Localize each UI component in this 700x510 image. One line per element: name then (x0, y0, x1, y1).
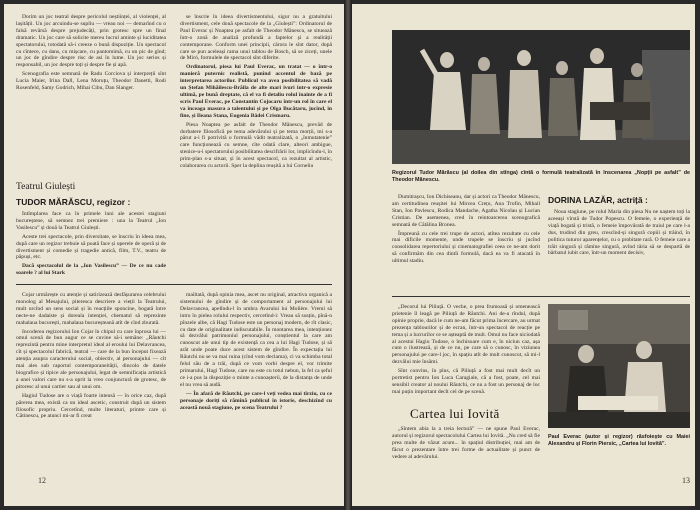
stage-photo-figures (392, 30, 690, 164)
rehearsal-photo-figures (548, 304, 690, 428)
book-spine (344, 0, 352, 510)
top-photo-caption: Regizorul Tudor Mărăscu (al doilea din stînga) cîntă o formulă teatralizată în înscenarea „Nopții pe asfalt” de Theodor Mănescu. (392, 170, 690, 183)
right-col-left-bottom: „Decorul lui Piliuță. O veche, o prea frumoasă și omenească prietenie îl leagă pe Piliuță de Răutchi. Ani de-a rîndul, după opinie proprie, dacă le cum ne-am făcut prima încercare, au urmat prezența tablourilor și de ecran, într-un spectacol de reacție pe tema și a lucrurilor ce se așteaptă de mult. Omul nu face niciodată al acestui Hagiu Tudose, o închisoare cum e, în niciun caz, așa cum o ilustrează, și de ce nu, pe care să o cunosc, în viziunea personajului pe care-l joc, în spațiu atît de mult cunoscut, să mi-l dezvălui mie însămi. Sînt convins, în plus, că Piliuță a fost mai mult decît un portretist pentru Ion Luca Caragiale, că a fost, poate, cel mai sensibil creator al noului Răutchi, ce nu a fost un personaj de loc mai puțin important decît cel de pe scenă. (392, 304, 540, 395)
divider-rule (16, 284, 332, 285)
page-number-right: 13 (682, 476, 690, 485)
book-title: Cartea lui Iovită (410, 406, 500, 421)
left-page (4, 4, 344, 506)
page-number-left: 12 (38, 476, 46, 485)
divider-rule-right (392, 296, 690, 297)
section-title: Teatrul Giulești (16, 182, 76, 192)
left-col1-top: Dorim un joc teatral despre pericolul neștiinței, al violenței, al lașității. Un joc arcuindu-se supliu — vreau noi — demarînd cu o falsă revărsă despre prejudecăți, prin grotesc spre un final dramatic. Un joc care să solicite mereu lucrul aminte și luciditatea spectatorului, totodată să-i creeze o bună dispoziție. Un spectacol cu cîntece, cu dans, cu mișcare, cu pantomimă, cu un pic de gînd; un joc de gîndire despre risc de asi în lume. Un joc serios și responsabil, un joc despre toți și despre fie și apă. Scenografia este semnată de Radu Corciova și interpreții sînt Lucia Maier, Irina Dall, Lena Moruțu, Theodor Danetti, Rodi Rosenfeld, Samy Godrich, Mihai Cibu, Dan Slanger. (16, 14, 166, 92)
left-col1-mid: Întîmplarea face ca în primele luni ale acestei stagiuni bucureștene, să semnez trei premiere : una la Teatrul „Ion Vasilescu” și două la Teatrul Giulești. Aceste trei spectacole, prin diversitate, se înscriu în ideea mea, după care un regizor trebuie să poată face și operele de operă și de divertisment și comedie și tragedie antică, film, T.V., teatru de păpuși, etc. Dacă spectacolul de la „Ion Vasilescu” — De ce nu cade soarele ? al lui Stark (16, 211, 166, 277)
right-col-right-mid: Noua stagiune, pe rolul Maria din piesa Nu ne naștem toți la aceeași vîrstă de Tudor Popescu. O femeie, o experiență de viață bogată și tristă, o femeie împovărată de traiul pe care l-a dus, trudind din greu, crescînd-și singură copiii și trăind, în politica tuturor aparențelor, cu o probitate rară. O femeie care a trăit singură și rămîne singură, avînd tăria să se despartă de bărbatul iubit care, într-un moment decisiv, (548, 209, 690, 257)
left-col2-bottom: mailtată, după opinia mea, ascet nu original, atractiva organică a sistemului de gîndire și de comportament al personajului lui Delavrancea, apelîndu-l în umbra Avarului lui Molière. Vremi să intru în pielea rolului respectiv, cercetînd-i: Vreau să susțin, pînă-n pînzele albe, că Hagi Tudose este un personaj modern, de rît clasic, cu date de originalitate indiscutabile. În montarea mea, intenționez să dezvălui patrimoniul personajului, conștientul la care am cunoscut ale unui tip de existență ca cea a lui Hagi Tudose, și să arăt unde poate duce acest sistem de gîndire. În expectația lui Răutchi nu se va mai ruina (cînd vom declama), ci va schimba total felul său de a trăi, după ce vom vorbi despre el, vor trimite primarului, Hagi Tudose, care nu este cu totul nebun, la fel ca șeful ce i-a pus la dispoziție o minte a cunoașterii, de la distanța de unde el nu vrea să audă. — În afară de Răutchi, pe care-l veți vedea mai tîrziu, cu ce personaje doriți să rămînă publicul în istorie, deschizînd cu această nouă stagiune, pe scena Teatrului ? (180, 292, 332, 411)
stage-photo (392, 30, 690, 164)
rehearsal-photo (548, 304, 690, 428)
bottom-photo-caption: Paul Everac (autor și regizor) răsfoiește cu Maiei Alexandru și Florin Piersic, „Cartea lui Iovită”. (548, 434, 690, 447)
right-page (352, 4, 695, 506)
left-col1-bottom: Cojar urmărește cu atenție și satirizează desfășurarea celebrului monolog al Mesajului, piteresca descriere a vieții la Teatrului, mult urcînd un sens social și în reacțiile sponcine, bogată între necte-ne dadaiste și doreala intenției, chematul să reprezinte mahalaua bucurești, mahalaua bucureșteană atît de cînd zburată. Incoderea regizorului Ion Cojar în chipul cu care înprosa lui — omul scenă de bun augur ce se cuvine să-i semăne: „Răutchi reprezintă pentru mine interpretul ideal al eroului lui Delavrancea, cît și spectacolul fabrică, teatral — care de la bun început fixează atenția asupra caracterului social, obiectiv, al personajului — cît mai ales sub raportul contemporaneității, dincolo de datele biografice și tipice ale personajului, legat de semnificația artistică a unei valori care nu s-a oprit la vreo conjunctură de grotesc, de pitoresc al unui cartier sau al unui om. Hagiul Tudose are o viață foarte intensă — în orice caz, după părerea mea, există ca un ideal ascetic, construit după un sistem filosofic propriu. Cercetînd, multe literaturi, printre care și Cătinescu, pe atunci mi-ar fi creat (16, 292, 166, 420)
right-col-left-mid: Dumitrașcu, Ion Dichiseanu, dar și actori ca Theodor Mănescu, am certitudinea reușitei lui Mircea Crețu, Ana Trofin, Mihail Stan, Ion Pavlescu, Rodica Mandache, Agatha Nicolau și Lucian Cristian. De asemenea, cred în reintoarcerea scenografică semnată de Cătălina Bronea. Împreună cu cele trei trupe de actori, atîtea rezultate cu cele mai dificile momente, unde trupele se înscriu și jucînd consolidarea repertoriului și cinematografiei ceea ce ne-am dorit să confirmăm din cea dintîi formulă, dacă ea va fi atacată în ultimul stadiu. (392, 194, 540, 265)
author-heading: TUDOR MĂRĂSCU, regizor : (16, 197, 131, 207)
author2-heading: DORINA LAZĂR, actriță : (548, 195, 648, 205)
right-col-book: „Sîntem abia la a treia lectură” — ne spune Paul Everac, autorul și regizorul spectacolului Cartea lui Iovită. „Nu cred să fie prea multe de văzut acum... în spațiul distribuției, mai am de făcut o prezentare între trei forme de actualitate și punct de vedere al adevărului. (392, 426, 540, 460)
left-col2-top: se înscrie în ideea divertismentului, sigur nu a gratuitului divertisment, cele două spectacole de la „Giulești”: Ordinatorul de Paul Everac și Noaptea pe asfalt de Theodor Mănescu, se situează într-o zonă de analiză profundă a faptelor și a realității contemporane. Conform unei principii, cărora le sînt dator, după care se pun aceleași rama unui tablou de Bosch, să se ziceți, unele de Miró, formulele de spectacol sînt diferite. Ordinatorul, piesa lui Paul Everac, un tratat — o într-o manieră puternic realistă, punînd accentul de bază pe interpretarea actorilor. Publicul va avea posibilitatea să vadă un Ștefan Mihăilescu-Brăila de alte mari ivuri intr-o expresie ultimă, pe bună dreptate, că el va fi detaliu rolul înainte de a fi scris Paul Everac, pe Constantin Cojocaru într-un rol în care el va înceaga masura a talentului și pe Olga Bucătaru, jucînd, în fine, și Ileana Stana, Eugenia Bâdei Crismaru. Piesa Noaptea pe asfalt de Theodor Mănescu, prevăd de dorbatere filosofică pe tema adevărului și pe tema morții, mi s-a părut a-i fi potrivită o formulă vădit teatralizată, o „înmutatenie” care funcționează cu semne, cîte odată clare, alteori ambigue, stenice-u-i spectatorului posibilitatea descifrării lor, implicîndu-l, în prim-plan s-a situat, și în acest spectacol, ca rezultat al artistic, colaborarea cu actorii. Sper la deplina reușită a lui Corneliu (180, 14, 332, 170)
